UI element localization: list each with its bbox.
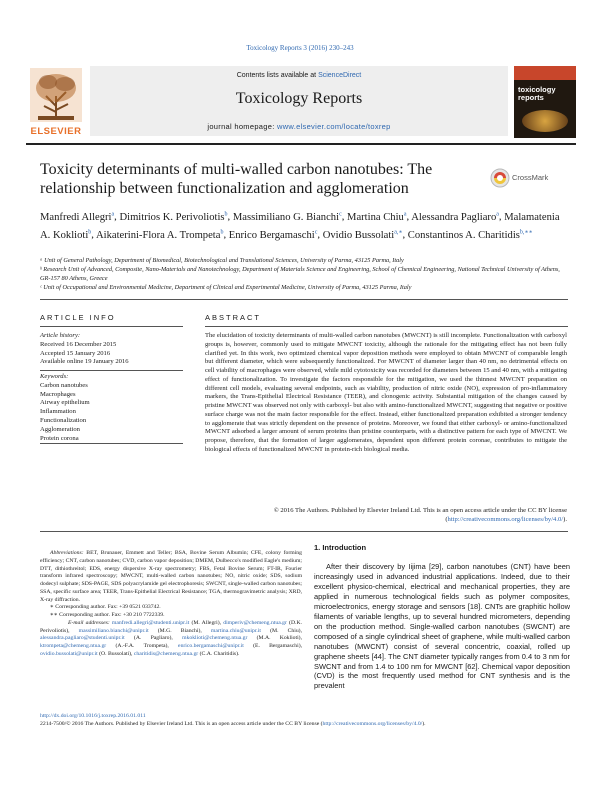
author-affiliation-marker[interactable]: a [403, 211, 407, 217]
email-link[interactable]: ktrompeta@chemeng.ntua.gr [40, 643, 107, 649]
author-name: Martina Chiu [347, 211, 404, 223]
author-name: Manfredi Allegri [40, 211, 112, 223]
corresponding-author-2: ∗∗ Corresponding author. Fax: +30 210 7722339. [50, 612, 165, 618]
abstract-license [205, 507, 567, 525]
elsevier-wordmark: ELSEVIER [30, 126, 82, 137]
keyword: Protein corona [40, 434, 79, 442]
author-affiliation-marker[interactable]: a [496, 211, 499, 217]
introduction-text: After their discovery by Iijima [29], carbon nanotubes (CNT) have been increasingly used in advanced industrial applications. Indeed, due to their excellent physico-chemical, electrical and mechanical properties, they are applied in numerous technological fields such as polymer composites, microelectronics, energy storage and sensors [18]. CNTs are graphitic hollow filaments of variable lengths, up to several hundred micrometers, depending on the production method. Single-walled carbon nanotubes (SWCNT) are composed of a single cylindrical sheet of graphene, while multi-walled carbon nanotubes (MWCNT) consist of several concentric, coaxial, rolled up graphene sheets [44]. The CNT diameter typically ranges from 0.4 to 3 nm for SWCNT and from 1.4 to 100 nm for MWCNT [62]. Chemical vapor deposition (CVD) is the most frequently used method for CNT synthesis and is the prevalent [314, 562, 570, 691]
author-affiliation-marker[interactable]: b [224, 211, 228, 217]
email-link[interactable]: massimiliano.bianchi@unipr.it [78, 627, 149, 634]
author-affiliation-marker[interactable]: b,∗∗ [519, 229, 533, 236]
author [119, 212, 227, 223]
cover-title-line-2: reports [518, 93, 544, 102]
contents-prefix: Contents lists available at [236, 72, 319, 79]
email-link[interactable]: mkoklioti@chemeng.ntua.gr [182, 635, 248, 642]
abstract-heading: ABSTRACT [205, 313, 262, 322]
footer-license [40, 720, 580, 728]
article-info-divider-top [40, 326, 183, 327]
abbreviations-label: Abbreviations: [50, 550, 84, 556]
article-info-divider-mid [40, 370, 183, 371]
author-affiliation-marker[interactable]: b [220, 229, 224, 236]
header-divider [26, 143, 576, 145]
email-owner: (A. Pagliaro), [133, 635, 173, 642]
journal-reference-link[interactable]: Toxicology Reports 3 (2016) 230–243 [246, 44, 354, 52]
email-link[interactable]: enrico.bergamaschi@unipr.it [178, 643, 244, 649]
license-text: © 2016 The Authors. Published by Elsevier Ireland Ltd. This is an open access article under the CC BY license ( [273, 507, 567, 523]
elsevier-logo[interactable] [26, 66, 86, 138]
homepage-line [90, 122, 508, 131]
article-info-heading: ARTICLE INFO [40, 313, 116, 322]
abstract-text: The elucidation of toxicity determinants of multi-walled carbon nanotubes (MWCNT) is still incomplete. Functionalization with carboxyl groups is, however, commonly used to mitigate MWCNT toxicity, although the rationale for the mitigating effect has not been fully clarified yet. In this work, two optimized chemical vapor deposition methods were employed to obtain MWCNT of comparable length but different diameter, which were subsequently functionalized. For MWCNT of diameter larger than 40 nm, no detrimental effects on cell viability of macrophages were observed, while mild cytotoxicity was recorded for diameters between 15 and 40 nm, with a mitigating effect of functionalization. To investigate the factors responsible for the mitigation, we used the thinnest MWCNT preparation on different cell models, evaluating several endpoints, such as viability, production of nitric oxide (NO), expression of pro-inflammatory markers, the Trans-Epithelial Electrical Resistance (TEER), and clonogenic activity. Substantial mitigation of the changes caused by pristine MWCNT was observed not only with carboxyl- but also with amino-functionalized MWCNT, suggesting that negative or positive surface charge was not the main factor responsible for the effect. Instead, either functionalized preparation exhibited a stronger tendency to agglomerate that was strictly dependent on the presence of proteins. Moreover, we found that either carboxyl- or amino-functionalized MWCNT adsorbed a larger amount of serum proteins than pristine counterparts, with a distinctive pattern for each type of MWCNT. We propose, therefore, that the formation of larger agglomerates, dependent upon different protein coronae, contributes to mitigate the biological effects of functionalized MWCNT in protein-rich biological media. [205, 332, 567, 453]
email-link[interactable]: ovidio.bussolati@unipr.it [40, 650, 98, 657]
author [347, 212, 406, 223]
page-footer [40, 712, 580, 728]
author-name: Alessandra Pagliaro [411, 211, 497, 223]
email-owner: (M. Chiu), [270, 627, 302, 634]
homepage-prefix: journal homepage: [207, 122, 277, 131]
keywords-label: Keywords: [40, 373, 69, 380]
cover-artwork [522, 110, 568, 132]
email-owner: (M.A. Koklioti), [256, 635, 303, 642]
email-owner: (M. Allegri), [191, 619, 222, 626]
keyword: Carbon nanotubes [40, 381, 88, 389]
abbreviations-note [40, 550, 302, 604]
author [323, 230, 403, 241]
journal-cover-image[interactable] [514, 66, 576, 138]
author-affiliation-marker[interactable]: c [339, 211, 342, 217]
affiliation-a: ᵃ Unit of General Pathology, Department of Biomedical, Biotechnological and Translational Sciences, University of Parma, 43125 Parma, Italy [40, 257, 404, 264]
author-name: Enrico Bergamaschi [228, 229, 315, 241]
email-owner: (A.-F.A. Trompeta), [115, 643, 169, 649]
author-affiliation-marker[interactable]: a,∗ [394, 229, 403, 236]
article-info-divider-bottom [40, 443, 183, 444]
email-link[interactable]: charitidis@chemeng.ntua.gr [133, 650, 199, 657]
affiliations [40, 256, 570, 292]
keyword: Inflammation [40, 408, 76, 416]
footer-license-end: ). [422, 721, 426, 727]
author-affiliation-marker[interactable]: a [111, 211, 115, 217]
sciencedirect-link[interactable]: ScienceDirect [318, 72, 362, 79]
author [229, 230, 318, 241]
author-name: Constantinos A. Charitidis [407, 229, 520, 241]
abbreviations-text: BET, Brunauer, Emmett and Teller; BSA, Bovine Serum Albumin; CFE, colony forming efficiency; CNT, carbon nanotubes; CVD, carbon vapor deposition; DMEM, Dulbecco's modified Eagle's medium; DTT, dithiothreitol; EDS, energy dispersive X-ray spectrometry; FBS, Fetal Bovine Serum; FT-IR, Fourier transform infrared spectroscopy; MWCNT, multi-walled carbon nanotubes; NO, nitric oxide; SDS, sodium dodecyl sulphate; SDS-PAGE, SDS polyacrylamide gel electrophoresis; SWCNT, single-walled carbon nanotubes; SSA, specific surface area; TEER, Trans-Epithelial Electrical Resistance; TGA, thermogravimetric analysis; XRD, X-ray diffraction. [40, 550, 302, 603]
cover-title-line-1: toxicology [518, 85, 556, 94]
license-end: ). [563, 515, 567, 523]
author-name: Malamatenia A. Koklioti [40, 211, 560, 241]
crossmark-label: CrossMark [512, 173, 549, 182]
email-owner: (C.A. Charitidis). [199, 650, 240, 657]
footer-license-link[interactable]: http://creativecommons.org/licenses/by/4.0/ [322, 721, 423, 727]
email-owner: (D.K. Perivoliotis), [40, 619, 302, 634]
keyword: Macrophages [40, 390, 76, 398]
email-owner: (O. Bussolati), [99, 650, 133, 657]
journal-masthead [90, 66, 508, 136]
keyword: Airway epithelium [40, 399, 90, 407]
crossmark-badge[interactable] [490, 168, 580, 188]
doi-link[interactable]: http://dx.doi.org/10.1016/j.toxrep.2016.01.011 [40, 713, 146, 719]
author-name: Dimitrios K. Perivoliotis [119, 211, 225, 223]
cover-title [518, 86, 574, 102]
affiliation-c: ᶜ Unit of Occupational and Environmental Medicine, Department of Clinical and Experimental Medicine, University of Parma, 43125 Parma, Italy [40, 284, 412, 291]
email-link[interactable]: alessandra.pagliaro@studenti.unipr.it [40, 635, 125, 642]
article-history [40, 332, 185, 367]
author-name: Ovidio Bussolati [322, 229, 395, 241]
affiliation-b: ᵇ Research Unit of Advanced, Composite, Nano-Materials and Nanotechnology, Department of Materials Science and Engineering, School of Chemical Engineering, National Technical University of Athens, GR-157 80 Athens, Greece [40, 266, 560, 282]
footnotes [40, 550, 302, 659]
email-owner: (E. Bergamaschi), [253, 643, 303, 649]
journal-title: Toxicology Reports [235, 90, 363, 107]
author [96, 230, 223, 241]
corresponding-author-1: ∗ Corresponding author. Fax: +39 0521 033742. [50, 604, 161, 611]
author-name: Massimiliano G. Bianchi [232, 211, 340, 223]
email-addresses [40, 620, 302, 659]
keyword: Functionalization [40, 416, 87, 424]
contents-line [90, 72, 508, 79]
cover-top-band [514, 66, 576, 80]
email-label: E-mail addresses: [68, 619, 110, 626]
affiliation-divider [40, 299, 568, 300]
author-list: Manfredi Allegri$^a$, Dimitrios K. Perivoliotis$^b$, Massimiliano G. Bianchi$^c$, Martina Chiu$^a$, Alessandra Pagliaro$^a$, Malamatenia A. Koklioti$^b$, Aikaterini-Flora A. Trompeta$^b$, Enrico Bergamaschi$^c$, Ovidio Bussolati$^{a,∗}$, Constantinos A. Charitidis$^{b,∗∗}$ [40, 211, 560, 241]
email-link[interactable]: dimperiv@chemeng.ntua.gr [223, 619, 287, 626]
author-affiliation-marker[interactable]: b [88, 229, 92, 236]
keyword: Agglomeration [40, 425, 80, 433]
introduction-heading: 1. Introduction [314, 543, 367, 552]
history-label: Article history: [40, 332, 81, 339]
crossmark-icon [490, 168, 510, 188]
author [40, 212, 114, 223]
footer-license-text: 2214-7500/© 2016 The Authors. Published by Elsevier Ireland Ltd. This is an open access article under the CC BY license ( [40, 721, 323, 727]
license-link[interactable]: http://creativecommons.org/licenses/by/4.0/ [447, 515, 564, 523]
author [408, 230, 533, 241]
article-title: Toxicity determinants of multi-walled carbon nanotubes: The relationship between functionalization and agglomeration [40, 161, 433, 197]
author [233, 212, 342, 223]
homepage-link[interactable]: www.elsevier.com/locate/toxrep [276, 122, 391, 131]
abstract-divider-bottom [40, 531, 568, 532]
email-link[interactable]: martina.chiu@unipr.it [210, 627, 262, 634]
author-name: Aikaterini-Flora A. Trompeta [95, 229, 221, 241]
history-available: Available online 19 January 2016 [40, 358, 129, 366]
email-link[interactable]: manfredi.allegri@studenti.unipr.it [111, 619, 190, 626]
author-affiliation-marker[interactable]: c [314, 229, 318, 236]
author [411, 212, 499, 223]
history-accepted: Accepted 15 January 2016 [40, 349, 111, 357]
email-owner: (M.G. Bianchi), [157, 627, 202, 634]
history-received: Received 16 December 2015 [40, 340, 117, 348]
keywords [40, 373, 185, 443]
abstract-divider-top [205, 326, 568, 327]
